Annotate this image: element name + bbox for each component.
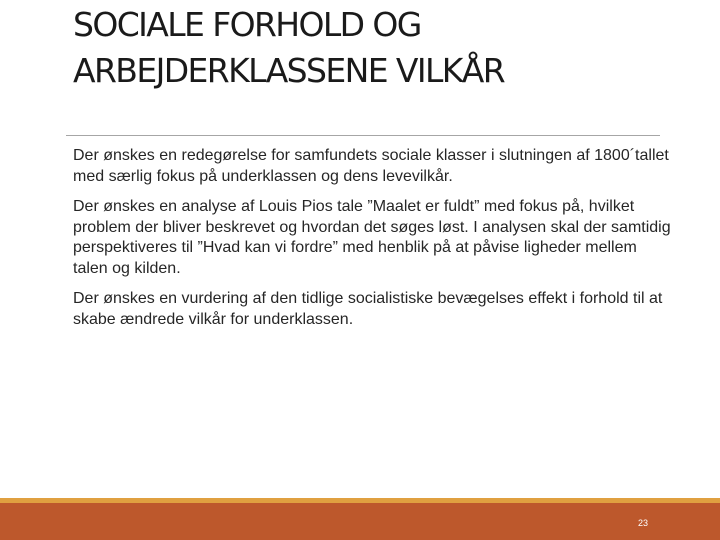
paragraph-1: Der ønskes en redegørelse for samfundets sociale klasser i slutningen af 1800´tallet med særlig fokus på underklassen og dens levevilkår. bbox=[73, 147, 669, 185]
page-number: 23 bbox=[638, 518, 649, 528]
slide-title-line-2: ARBEJDERKLASSENE VILKÅR bbox=[73, 51, 505, 90]
title-divider bbox=[66, 135, 660, 136]
slide-title-line-1: SOCIALE FORHOLD OG bbox=[73, 5, 421, 44]
paragraph-3: Der ønskes en vurdering af den tidlige socialistiske bevægelses effekt i forhold til at skabe ændrede vilkår for underklassen. bbox=[73, 290, 663, 328]
slide-title bbox=[73, 2, 673, 94]
paragraph-2: Der ønskes en analyse af Louis Pios tale ”Maalet er fuldt” med fokus på, hvilket problem der bliver beskrevet og hvordan det søges løst. I analysen skal der samtidig perspektiveres til ”Hvad kan vi fordre” med henblik på at påvise ligheder mellem talen og kilden. bbox=[73, 198, 671, 277]
footer-bar bbox=[0, 503, 720, 540]
slide-body bbox=[73, 146, 673, 340]
